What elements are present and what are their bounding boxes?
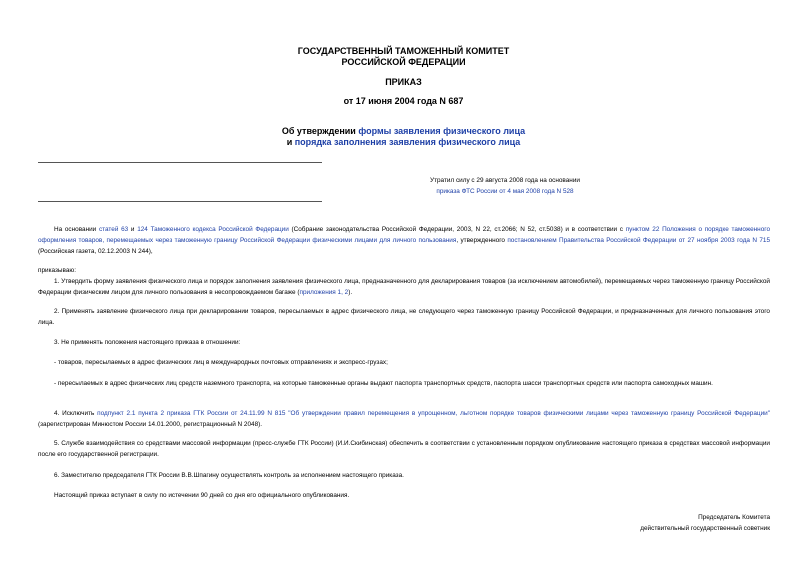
- link-customs-code[interactable]: 124 Таможенного кодекса Российской Федерации: [137, 226, 289, 233]
- doc-date-number: от 17 июня 2004 года N 687: [343, 96, 464, 106]
- link-order-815[interactable]: подпункт 2.1 пункта 2 приказа ГТК России от 24.11.99 N 815 "Об утверждении правил перемещения в упрощенном, льготном порядке товаров физическими лицами через таможенную границу Российской Федерации": [97, 410, 770, 417]
- doc-title-line2: [0, 137, 807, 148]
- status-link[interactable]: приказа ФТС России от 4 мая 2008 года N 528: [436, 188, 574, 195]
- link-appendices[interactable]: приложения 1, 2: [299, 289, 349, 296]
- item-4: [38, 408, 770, 430]
- signature-title: Председатель Комитета: [698, 514, 770, 521]
- item-2: 2. Применять заявление физического лица при декларировании товаров, пересылаемых в адрес физического лица, не следующего через таможенную границу Российской Федерации, и предназначенных для личного пользования этого лица.: [38, 308, 770, 326]
- doc-type: ПРИКАЗ: [385, 77, 422, 87]
- divider-top: [38, 162, 322, 163]
- link-point-22[interactable]: пунктом 22 Положения о порядке таможенного оформления товаров, перемещаемых через таможенную границу Российской Федерации физическими лицами для личного пользования: [38, 226, 771, 244]
- item-4-text-2: (зарегистрирован Минюстом России 14.01.2000, регистрационный N 2048).: [38, 421, 263, 428]
- item-1: [38, 276, 770, 298]
- preamble-text-4: , утвержденного: [456, 237, 508, 244]
- preamble-text-1: На основании: [54, 226, 99, 233]
- item-4-text-1: 4. Исключить: [54, 410, 98, 417]
- item-3b: - пересылаемых в адрес физических лиц средств наземного транспорта, на которые таможенные органы выдают паспорта транспортных средств, паспорта шасси транспортных средств или паспорта самоходных машин.: [54, 380, 713, 387]
- item-1-end: ).: [348, 289, 353, 296]
- item-3a: - товаров, пересылаемых в адрес физических лиц в международных почтовых отправлениях и экспресс-грузах;: [54, 359, 388, 366]
- title-link-form[interactable]: формы заявления физического лица: [358, 126, 526, 136]
- preamble-text-2: и: [128, 226, 138, 233]
- divider-bottom: [38, 201, 322, 202]
- item-6: 6. Заместителю председателя ГТК России В.В.Шпагину осуществлять контроль за исполнением настоящего приказа.: [54, 472, 404, 479]
- order-word: приказываю:: [38, 267, 76, 274]
- org-name-line1: ГОСУДАРСТВЕННЫЙ ТАМОЖЕННЫЙ КОМИТЕТ: [297, 46, 510, 56]
- title-prefix: Об утверждении: [281, 126, 359, 136]
- final-paragraph: Настоящий приказ вступает в силу по истечении 90 дней со дня его официального опубликования.: [54, 492, 350, 499]
- org-name-line2: РОССИЙСКОЙ ФЕДЕРАЦИИ: [341, 57, 466, 67]
- title-link-procedure[interactable]: порядка заполнения заявления физического лица: [294, 137, 521, 147]
- link-article-63[interactable]: статей 63: [98, 226, 129, 233]
- item-5: 5. Службе взаимодействия со средствами массовой информации (пресс-службе ГТК России) (И.И.Скибинская) обеспечить в соответствии с установленным порядком опубликование настоящего приказа в средствах массовой информации после его государственной регистрации.: [38, 440, 770, 458]
- doc-title-line1: [0, 126, 807, 137]
- signature-rank: действительный государственный советник: [640, 525, 770, 532]
- link-government-decree[interactable]: постановлением Правительства Российской Федерации от 27 ноября 2003 года N 715: [507, 237, 771, 244]
- preamble-text-5: (Российская газета, 02.12.2003 N 244),: [38, 248, 153, 255]
- status-line: Утратил силу с 29 августа 2008 года на основании: [430, 177, 580, 184]
- item-3: 3. Не применять положения настоящего приказа в отношении:: [54, 339, 241, 346]
- status-link-line: [345, 186, 665, 197]
- preamble-paragraph: [38, 224, 770, 257]
- title-mid: и: [286, 137, 295, 147]
- item-1-text: 1. Утвердить форму заявления физического лица и порядок заполнения заявления физического лица, предназначенного для декларирования товаров (за исключением автомобилей), перемещаемых через таможенную границу Российской Федерации физическим лицом для личного пользования в несопровождаемом багаже (: [38, 278, 770, 296]
- preamble-text-3: (Собрание законодательства Российской Федерации, 2003, N 22, ст.2066; N 52, ст.5038) и в соответствии с: [288, 226, 626, 233]
